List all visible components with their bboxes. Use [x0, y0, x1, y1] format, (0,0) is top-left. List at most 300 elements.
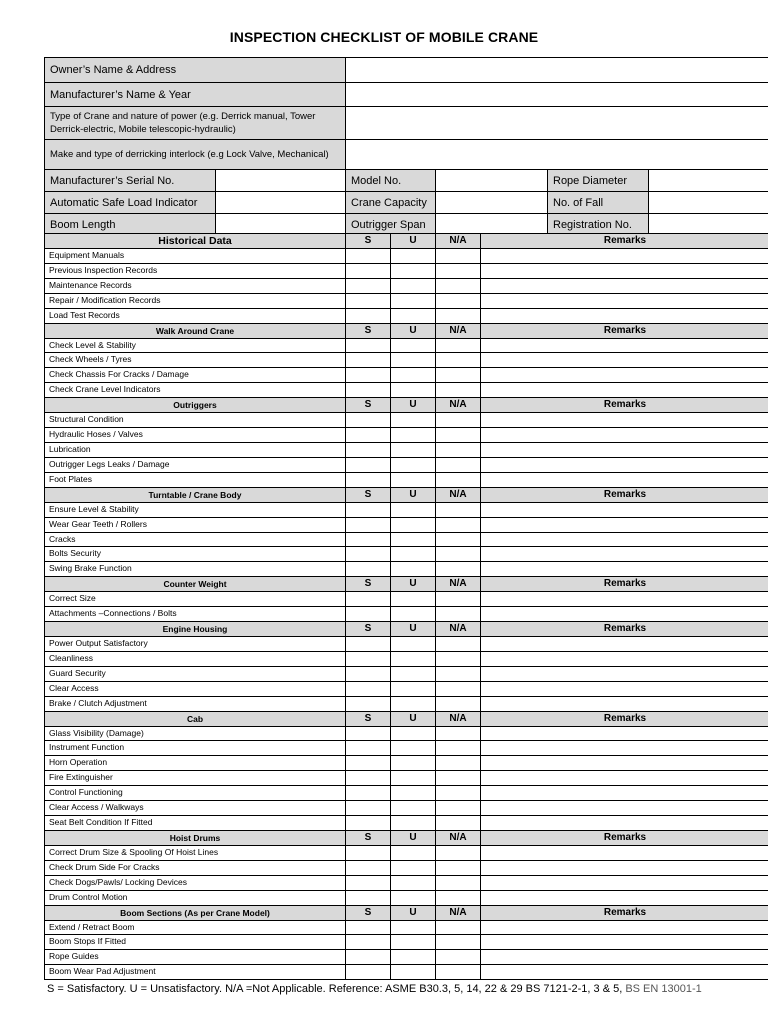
checklist-na-cell[interactable]: [436, 353, 481, 368]
checklist-na-cell[interactable]: [436, 547, 481, 562]
column-header-remarks: Remarks: [481, 577, 768, 592]
manufacturer-name-label: Manufacturer’s Name & Year: [45, 83, 346, 107]
section-header-counter-weight: [45, 577, 768, 592]
checklist-u-cell[interactable]: [391, 845, 436, 860]
derricking-interlock-label: Make and type of derricking interlock (e.g Lock Valve, Mechanical): [45, 140, 346, 170]
checklist-na-cell[interactable]: [436, 935, 481, 950]
column-header-s: S: [346, 323, 391, 338]
checklist-na-cell[interactable]: [436, 517, 481, 532]
checklist-na-cell[interactable]: [436, 950, 481, 965]
checklist-s-cell[interactable]: [346, 935, 391, 950]
checklist-u-cell[interactable]: [391, 428, 436, 443]
checklist-na-cell[interactable]: [436, 875, 481, 890]
checklist-na-cell[interactable]: [436, 532, 481, 547]
checklist-row: [45, 860, 768, 875]
checklist-s-cell[interactable]: [346, 637, 391, 652]
checklist-na-cell[interactable]: [436, 696, 481, 711]
checklist-u-cell[interactable]: [391, 935, 436, 950]
checklist-row: [45, 442, 768, 457]
checklist-s-cell[interactable]: [346, 278, 391, 293]
checklist-remarks-cell[interactable]: [481, 592, 768, 607]
checklist-item-label: Check Dogs/Pawls/ Locking Devices: [45, 875, 346, 890]
checklist-s-cell[interactable]: [346, 681, 391, 696]
checklist-remarks-cell[interactable]: [481, 413, 768, 428]
column-header-s: S: [346, 830, 391, 845]
checklist-remarks-cell[interactable]: [481, 562, 768, 577]
checklist-na-cell[interactable]: [436, 308, 481, 323]
checklist-u-cell[interactable]: [391, 338, 436, 353]
checklist-na-cell[interactable]: [436, 413, 481, 428]
column-header-s: S: [346, 622, 391, 637]
checklist-na-cell[interactable]: [436, 920, 481, 935]
checklist-na-cell[interactable]: [436, 457, 481, 472]
checklist-item-label: Seat Belt Condition If Fitted: [45, 816, 346, 831]
checklist-u-cell[interactable]: [391, 472, 436, 487]
model-no-field[interactable]: [436, 170, 548, 192]
info-row-manufacturer: [45, 83, 768, 107]
section-title: Boom Sections (As per Crane Model): [45, 905, 346, 920]
checklist-na-cell[interactable]: [436, 726, 481, 741]
crane-capacity-field[interactable]: [436, 192, 548, 214]
column-header-u: U: [391, 622, 436, 637]
checklist-remarks-cell[interactable]: [481, 935, 768, 950]
checklist-item-label: Structural Condition: [45, 413, 346, 428]
checklist-u-cell[interactable]: [391, 681, 436, 696]
checklist-remarks-cell[interactable]: [481, 756, 768, 771]
column-header-u: U: [391, 234, 436, 249]
checklist-na-cell[interactable]: [436, 816, 481, 831]
checklist-remarks-cell[interactable]: [481, 532, 768, 547]
checklist-row: [45, 637, 768, 652]
checklist-item-label: Check Wheels / Tyres: [45, 353, 346, 368]
crane-details-table: [44, 169, 768, 236]
column-header-u: U: [391, 830, 436, 845]
checklist-remarks-cell[interactable]: [481, 308, 768, 323]
checklist-u-cell[interactable]: [391, 308, 436, 323]
section-title: Historical Data: [45, 234, 346, 249]
column-header-na: N/A: [436, 487, 481, 502]
checklist-u-cell[interactable]: [391, 965, 436, 980]
checklist-remarks-cell[interactable]: [481, 457, 768, 472]
checklist-u-cell[interactable]: [391, 890, 436, 905]
checklist-item-label: Rope Guides: [45, 950, 346, 965]
checklist-u-cell[interactable]: [391, 502, 436, 517]
outrigger-span-label: Outrigger Span: [346, 214, 436, 236]
section-header-boom-sections-as-per-crane-model: [45, 905, 768, 920]
checklist-na-cell[interactable]: [436, 428, 481, 443]
checklist-row: [45, 607, 768, 622]
checklist-row: [45, 428, 768, 443]
checklist-remarks-cell[interactable]: [481, 502, 768, 517]
checklist-row: [45, 278, 768, 293]
checklist-na-cell[interactable]: [436, 786, 481, 801]
no-of-fall-field[interactable]: [649, 192, 768, 214]
checklist-s-cell[interactable]: [346, 353, 391, 368]
checklist-remarks-cell[interactable]: [481, 547, 768, 562]
column-header-s: S: [346, 905, 391, 920]
checklist-item-label: Cleanliness: [45, 651, 346, 666]
checklist-na-cell[interactable]: [436, 383, 481, 398]
crane-type-label: Type of Crane and nature of power (e.g. Derrick manual, Tower Derrick-electric, Mobile telescopic-hydraulic): [45, 107, 346, 140]
section-title: Engine Housing: [45, 622, 346, 637]
checklist-item-label: Maintenance Records: [45, 278, 346, 293]
checklist-na-cell[interactable]: [436, 860, 481, 875]
checklist-na-cell[interactable]: [436, 263, 481, 278]
checklist-item-label: Check Level & Stability: [45, 338, 346, 353]
checklist-s-cell[interactable]: [346, 547, 391, 562]
checklist-u-cell[interactable]: [391, 860, 436, 875]
checklist-item-label: Glass Visibility (Damage): [45, 726, 346, 741]
checklist-u-cell[interactable]: [391, 547, 436, 562]
column-header-remarks: Remarks: [481, 487, 768, 502]
checklist-na-cell[interactable]: [436, 651, 481, 666]
checklist-row: [45, 801, 768, 816]
checklist-u-cell[interactable]: [391, 293, 436, 308]
checklist-row: [45, 965, 768, 980]
checklist-s-cell[interactable]: [346, 756, 391, 771]
checklist-row: [45, 845, 768, 860]
checklist-u-cell[interactable]: [391, 726, 436, 741]
checklist-u-cell[interactable]: [391, 607, 436, 622]
checklist-row: [45, 741, 768, 756]
checklist-remarks-cell[interactable]: [481, 263, 768, 278]
column-header-na: N/A: [436, 830, 481, 845]
column-header-u: U: [391, 577, 436, 592]
checklist-na-cell[interactable]: [436, 562, 481, 577]
checklist-u-cell[interactable]: [391, 532, 436, 547]
no-of-fall-label: No. of Fall: [548, 192, 649, 214]
checklist-item-label: Boom Wear Pad Adjustment: [45, 965, 346, 980]
checklist-u-cell[interactable]: [391, 696, 436, 711]
checklist-s-cell[interactable]: [346, 950, 391, 965]
crane-type-field[interactable]: [346, 107, 768, 140]
checklist-u-cell[interactable]: [391, 771, 436, 786]
checklist-item-label: Guard Security: [45, 666, 346, 681]
checklist-remarks-cell[interactable]: [481, 726, 768, 741]
checklist-row: [45, 413, 768, 428]
checklist-na-cell[interactable]: [436, 666, 481, 681]
checklist-item-label: Check Chassis For Cracks / Damage: [45, 368, 346, 383]
checklist-item-label: Previous Inspection Records: [45, 263, 346, 278]
checklist-u-cell[interactable]: [391, 801, 436, 816]
column-header-remarks: Remarks: [481, 398, 768, 413]
checklist-remarks-cell[interactable]: [481, 278, 768, 293]
checklist-item-label: Foot Plates: [45, 472, 346, 487]
checklist-s-cell[interactable]: [346, 472, 391, 487]
section-header-historical-data: [45, 234, 768, 249]
checklist-na-cell[interactable]: [436, 965, 481, 980]
document-title: INSPECTION CHECKLIST OF MOBILE CRANE: [229, 29, 539, 45]
section-title: Counter Weight: [45, 577, 346, 592]
checklist-na-cell[interactable]: [436, 756, 481, 771]
checklist-u-cell[interactable]: [391, 756, 436, 771]
checklist-remarks-cell[interactable]: [481, 816, 768, 831]
checklist-na-cell[interactable]: [436, 278, 481, 293]
checklist-item-label: Ensure Level & Stability: [45, 502, 346, 517]
rope-diameter-field[interactable]: [649, 170, 768, 192]
checklist-row: [45, 950, 768, 965]
checklist-na-cell[interactable]: [436, 249, 481, 264]
checklist-s-cell[interactable]: [346, 890, 391, 905]
checklist-row: [45, 368, 768, 383]
checklist-s-cell[interactable]: [346, 726, 391, 741]
column-header-remarks: Remarks: [481, 622, 768, 637]
checklist-s-cell[interactable]: [346, 801, 391, 816]
checklist-remarks-cell[interactable]: [481, 353, 768, 368]
checklist-row: [45, 502, 768, 517]
checklist-remarks-cell[interactable]: [481, 637, 768, 652]
column-header-remarks: Remarks: [481, 323, 768, 338]
checklist-na-cell[interactable]: [436, 607, 481, 622]
checklist-s-cell[interactable]: [346, 502, 391, 517]
checklist-s-cell[interactable]: [346, 786, 391, 801]
checklist-remarks-cell[interactable]: [481, 801, 768, 816]
checklist-s-cell[interactable]: [346, 338, 391, 353]
column-header-u: U: [391, 711, 436, 726]
details-row-2: [45, 192, 768, 214]
checklist-na-cell[interactable]: [436, 681, 481, 696]
checklist-remarks-cell[interactable]: [481, 920, 768, 935]
checklist-u-cell[interactable]: [391, 368, 436, 383]
checklist-remarks-cell[interactable]: [481, 741, 768, 756]
info-row-owner: [45, 58, 768, 83]
checklist-u-cell[interactable]: [391, 637, 436, 652]
checklist-row: [45, 249, 768, 264]
checklist-row: [45, 681, 768, 696]
checklist-u-cell[interactable]: [391, 517, 436, 532]
checklist-s-cell[interactable]: [346, 368, 391, 383]
checklist-na-cell[interactable]: [436, 845, 481, 860]
checklist-u-cell[interactable]: [391, 442, 436, 457]
checklist-item-label: Horn Operation: [45, 756, 346, 771]
checklist-na-cell[interactable]: [436, 741, 481, 756]
legend-footnote: [47, 983, 702, 995]
info-row-crane-type: [45, 107, 768, 140]
checklist-remarks-cell[interactable]: [481, 428, 768, 443]
checklist-s-cell[interactable]: [346, 293, 391, 308]
checklist-na-cell[interactable]: [436, 592, 481, 607]
column-header-na: N/A: [436, 577, 481, 592]
checklist-item-label: Correct Size: [45, 592, 346, 607]
checklist-na-cell[interactable]: [436, 472, 481, 487]
checklist-s-cell[interactable]: [346, 696, 391, 711]
checklist-u-cell[interactable]: [391, 666, 436, 681]
checklist-item-label: Bolts Security: [45, 547, 346, 562]
section-header-cab: [45, 711, 768, 726]
column-header-na: N/A: [436, 398, 481, 413]
safe-load-indicator-field[interactable]: [216, 192, 346, 214]
checklist-remarks-cell[interactable]: [481, 338, 768, 353]
checklist-remarks-cell[interactable]: [481, 890, 768, 905]
checklist-s-cell[interactable]: [346, 741, 391, 756]
checklist-item-label: Attachments –Connections / Bolts: [45, 607, 346, 622]
checklist-row: [45, 756, 768, 771]
checklist-na-cell[interactable]: [436, 890, 481, 905]
section-header-walk-around-crane: [45, 323, 768, 338]
checklist-item-label: Instrument Function: [45, 741, 346, 756]
checklist-remarks-cell[interactable]: [481, 875, 768, 890]
checklist-u-cell[interactable]: [391, 383, 436, 398]
checklist-item-label: Correct Drum Size & Spooling Of Hoist Lines: [45, 845, 346, 860]
column-header-na: N/A: [436, 234, 481, 249]
checklist-row: [45, 651, 768, 666]
checklist-s-cell[interactable]: [346, 771, 391, 786]
checklist-remarks-cell[interactable]: [481, 383, 768, 398]
checklist-item-label: Hydraulic Hoses / Valves: [45, 428, 346, 443]
checklist-row: [45, 771, 768, 786]
column-header-remarks: Remarks: [481, 830, 768, 845]
checklist-item-label: Clear Access: [45, 681, 346, 696]
checklist-s-cell[interactable]: [346, 442, 391, 457]
checklist-row: [45, 353, 768, 368]
checklist-na-cell[interactable]: [436, 368, 481, 383]
checklist-item-label: Cracks: [45, 532, 346, 547]
column-header-na: N/A: [436, 622, 481, 637]
checklist-remarks-cell[interactable]: [481, 965, 768, 980]
checklist-s-cell[interactable]: [346, 875, 391, 890]
column-header-s: S: [346, 487, 391, 502]
checklist-remarks-cell[interactable]: [481, 860, 768, 875]
checklist-u-cell[interactable]: [391, 592, 436, 607]
checklist-item-label: Outrigger Legs Leaks / Damage: [45, 457, 346, 472]
legend-main: S = Satisfactory. U = Unsatisfactory. N/A =Not Applicable. Reference: ASME B30.3, 5, 14, 22 & 29 BS 7121-2-1, 3 & 5,: [47, 983, 623, 995]
checklist-u-cell[interactable]: [391, 353, 436, 368]
checklist-row: [45, 816, 768, 831]
checklist-u-cell[interactable]: [391, 950, 436, 965]
checklist-u-cell[interactable]: [391, 920, 436, 935]
checklist-row: [45, 726, 768, 741]
checklist-remarks-cell[interactable]: [481, 681, 768, 696]
checklist-item-label: Equipment Manuals: [45, 249, 346, 264]
column-header-remarks: Remarks: [481, 711, 768, 726]
checklist-remarks-cell[interactable]: [481, 368, 768, 383]
column-header-na: N/A: [436, 711, 481, 726]
checklist-s-cell[interactable]: [346, 532, 391, 547]
checklist-s-cell[interactable]: [346, 413, 391, 428]
checklist-na-cell[interactable]: [436, 293, 481, 308]
checklist-remarks-cell[interactable]: [481, 651, 768, 666]
checklist-na-cell[interactable]: [436, 637, 481, 652]
checklist-u-cell[interactable]: [391, 786, 436, 801]
checklist-row: [45, 786, 768, 801]
column-header-na: N/A: [436, 905, 481, 920]
checklist-s-cell[interactable]: [346, 816, 391, 831]
checklist-item-label: Drum Control Motion: [45, 890, 346, 905]
safe-load-indicator-label: Automatic Safe Load Indicator: [45, 192, 216, 214]
checklist-row: [45, 696, 768, 711]
checklist-row: [45, 338, 768, 353]
boom-length-label: Boom Length: [45, 214, 216, 236]
checklist-item-label: Extend / Retract Boom: [45, 920, 346, 935]
column-header-s: S: [346, 711, 391, 726]
checklist-row: [45, 517, 768, 532]
checklist-s-cell[interactable]: [346, 517, 391, 532]
section-header-turntable-crane-body: [45, 487, 768, 502]
column-header-u: U: [391, 487, 436, 502]
section-title: Hoist Drums: [45, 830, 346, 845]
section-title: Turntable / Crane Body: [45, 487, 346, 502]
checklist-u-cell[interactable]: [391, 651, 436, 666]
manufacturer-name-field[interactable]: [346, 83, 768, 107]
checklist-item-label: Power Output Satisfactory: [45, 637, 346, 652]
rope-diameter-label: Rope Diameter: [548, 170, 649, 192]
checklist-s-cell[interactable]: [346, 428, 391, 443]
model-no-label: Model No.: [346, 170, 436, 192]
checklist-na-cell[interactable]: [436, 771, 481, 786]
checklist-u-cell[interactable]: [391, 816, 436, 831]
checklist-s-cell[interactable]: [346, 607, 391, 622]
column-header-s: S: [346, 234, 391, 249]
derricking-interlock-field[interactable]: [346, 140, 768, 170]
checklist-row: [45, 308, 768, 323]
checklist-remarks-cell[interactable]: [481, 249, 768, 264]
info-row-interlock: [45, 140, 768, 170]
serial-no-field[interactable]: [216, 170, 346, 192]
checklist-remarks-cell[interactable]: [481, 442, 768, 457]
checklist-s-cell[interactable]: [346, 263, 391, 278]
column-header-s: S: [346, 398, 391, 413]
checklist-na-cell[interactable]: [436, 338, 481, 353]
checklist-s-cell[interactable]: [346, 383, 391, 398]
checklist-item-label: Lubrication: [45, 442, 346, 457]
details-row-1: [45, 170, 768, 192]
column-header-u: U: [391, 323, 436, 338]
checklist-remarks-cell[interactable]: [481, 607, 768, 622]
checklist-row: [45, 293, 768, 308]
column-header-u: U: [391, 398, 436, 413]
legend-reference-tail: BS EN 13001-1: [625, 983, 702, 995]
checklist-remarks-cell[interactable]: [481, 293, 768, 308]
checklist-s-cell[interactable]: [346, 666, 391, 681]
checklist-remarks-cell[interactable]: [481, 517, 768, 532]
checklist-row: [45, 666, 768, 681]
checklist-remarks-cell[interactable]: [481, 771, 768, 786]
checklist-s-cell[interactable]: [346, 845, 391, 860]
checklist-u-cell[interactable]: [391, 249, 436, 264]
checklist-u-cell[interactable]: [391, 741, 436, 756]
checklist-remarks-cell[interactable]: [481, 472, 768, 487]
checklist-na-cell[interactable]: [436, 502, 481, 517]
owner-info-table: [44, 57, 768, 170]
checklist-s-cell[interactable]: [346, 308, 391, 323]
checklist-s-cell[interactable]: [346, 592, 391, 607]
checklist-u-cell[interactable]: [391, 263, 436, 278]
owner-name-field[interactable]: [346, 58, 768, 83]
checklist-s-cell[interactable]: [346, 457, 391, 472]
registration-no-label: Registration No.: [548, 214, 649, 236]
checklist-remarks-cell[interactable]: [481, 845, 768, 860]
checklist-remarks-cell[interactable]: [481, 666, 768, 681]
checklist-u-cell[interactable]: [391, 278, 436, 293]
checklist-s-cell[interactable]: [346, 651, 391, 666]
checklist-s-cell[interactable]: [346, 920, 391, 935]
column-header-remarks: Remarks: [481, 234, 768, 249]
checklist-na-cell[interactable]: [436, 801, 481, 816]
checklist-remarks-cell[interactable]: [481, 696, 768, 711]
checklist-row: [45, 935, 768, 950]
checklist-s-cell[interactable]: [346, 965, 391, 980]
checklist-remarks-cell[interactable]: [481, 950, 768, 965]
checklist-s-cell[interactable]: [346, 860, 391, 875]
checklist-u-cell[interactable]: [391, 457, 436, 472]
checklist-u-cell[interactable]: [391, 875, 436, 890]
checklist-s-cell[interactable]: [346, 562, 391, 577]
checklist-na-cell[interactable]: [436, 442, 481, 457]
checklist-remarks-cell[interactable]: [481, 786, 768, 801]
checklist-u-cell[interactable]: [391, 562, 436, 577]
checklist-u-cell[interactable]: [391, 413, 436, 428]
checklist-s-cell[interactable]: [346, 249, 391, 264]
